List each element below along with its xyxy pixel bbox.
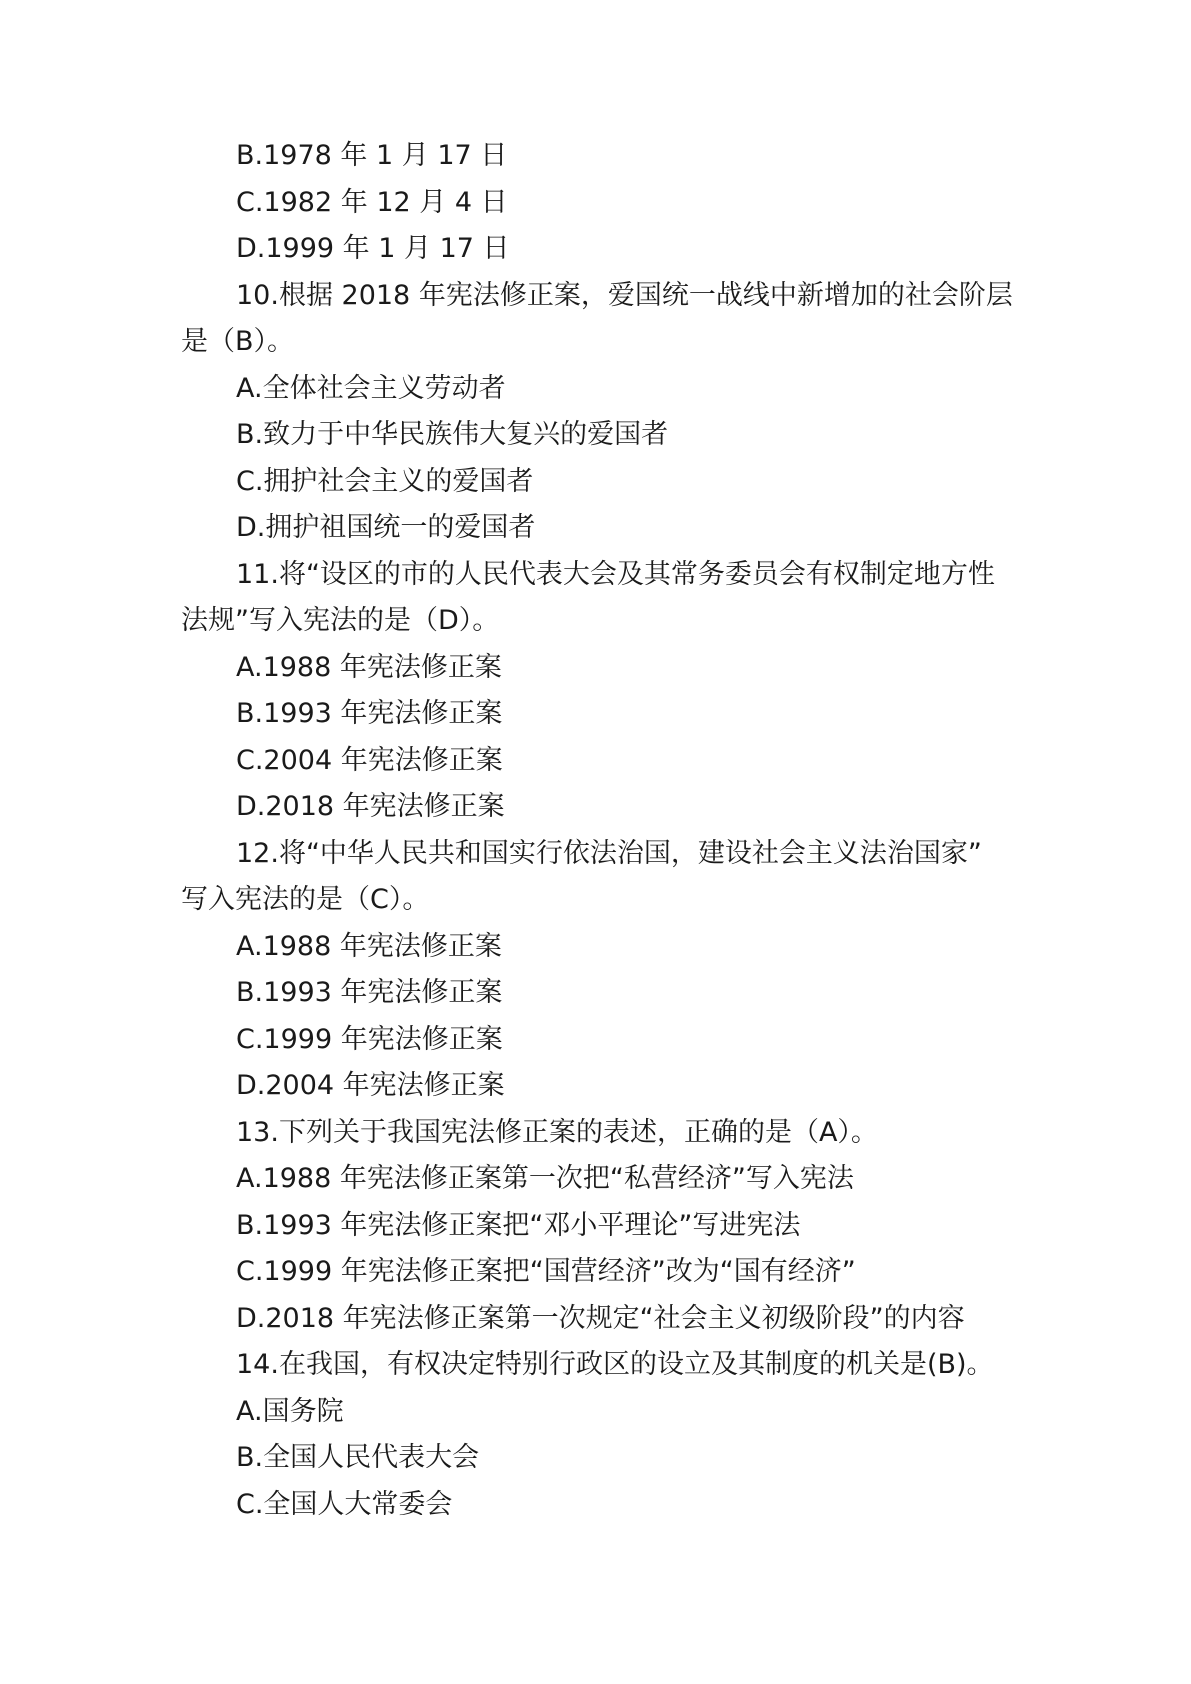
option-line: C.1999 年宪法修正案	[236, 1023, 503, 1055]
question-11-stem: 11.将“设区的市的人民代表大会及其常务委员会有权制定地方性	[236, 558, 995, 590]
option-line: B.1978 年 1 月 17 日	[236, 140, 508, 171]
question-10-stem: 10.根据 2018 年宪法修正案，爱国统一战线中新增加的社会阶层	[236, 279, 1013, 311]
question-10-stem-continued: 是（B）。	[181, 326, 295, 357]
option-line: C.全国人大常委会	[236, 1488, 453, 1520]
question-12-stem: 12.将“中华人民共和国实行依法治国，建设社会主义法治国家”	[236, 837, 982, 869]
option-line: A.国务院	[236, 1395, 344, 1427]
option-line: D.拥护祖国统一的爱国者	[236, 512, 536, 543]
option-line: D.2004 年宪法修正案	[236, 1070, 505, 1101]
option-line: B.1993 年宪法修正案	[236, 977, 503, 1008]
option-line: C.拥护社会主义的爱国者	[236, 465, 534, 497]
option-line: A.1988 年宪法修正案	[236, 930, 502, 962]
option-line: B.全国人民代表大会	[236, 1442, 480, 1473]
question-13-stem: 13.下列关于我国宪法修正案的表述，正确的是（A）。	[236, 1116, 878, 1148]
option-line: C.2004 年宪法修正案	[236, 744, 503, 776]
question-text-block	[181, 133, 1021, 1528]
option-line: C.1999 年宪法修正案把“国营经济”改为“国有经济”	[236, 1256, 856, 1287]
option-line: C.1982 年 12 月 4 日	[236, 186, 508, 218]
option-line: D.2018 年宪法修正案第一次规定“社会主义初级阶段”的内容	[236, 1302, 965, 1334]
option-line: B.致力于中华民族伟大复兴的爱国者	[236, 419, 669, 450]
option-line: B.1993 年宪法修正案把“邓小平理论”写进宪法	[236, 1209, 801, 1241]
question-12-stem-continued: 写入宪法的是（C）。	[181, 884, 430, 915]
option-line: A.1988 年宪法修正案	[236, 651, 502, 683]
option-line: A.全体社会主义劳动者	[236, 372, 506, 404]
question-11-stem-continued: 法规”写入宪法的是（D）。	[181, 605, 500, 636]
option-line: B.1993 年宪法修正案	[236, 698, 503, 729]
question-14-stem: 14.在我国，有权决定特别行政区的设立及其制度的机关是(B)。	[236, 1349, 994, 1380]
option-line: D.2018 年宪法修正案	[236, 791, 505, 822]
option-line: A.1988 年宪法修正案第一次把“私营经济”写入宪法	[236, 1163, 854, 1194]
option-line: D.1999 年 1 月 17 日	[236, 233, 510, 264]
